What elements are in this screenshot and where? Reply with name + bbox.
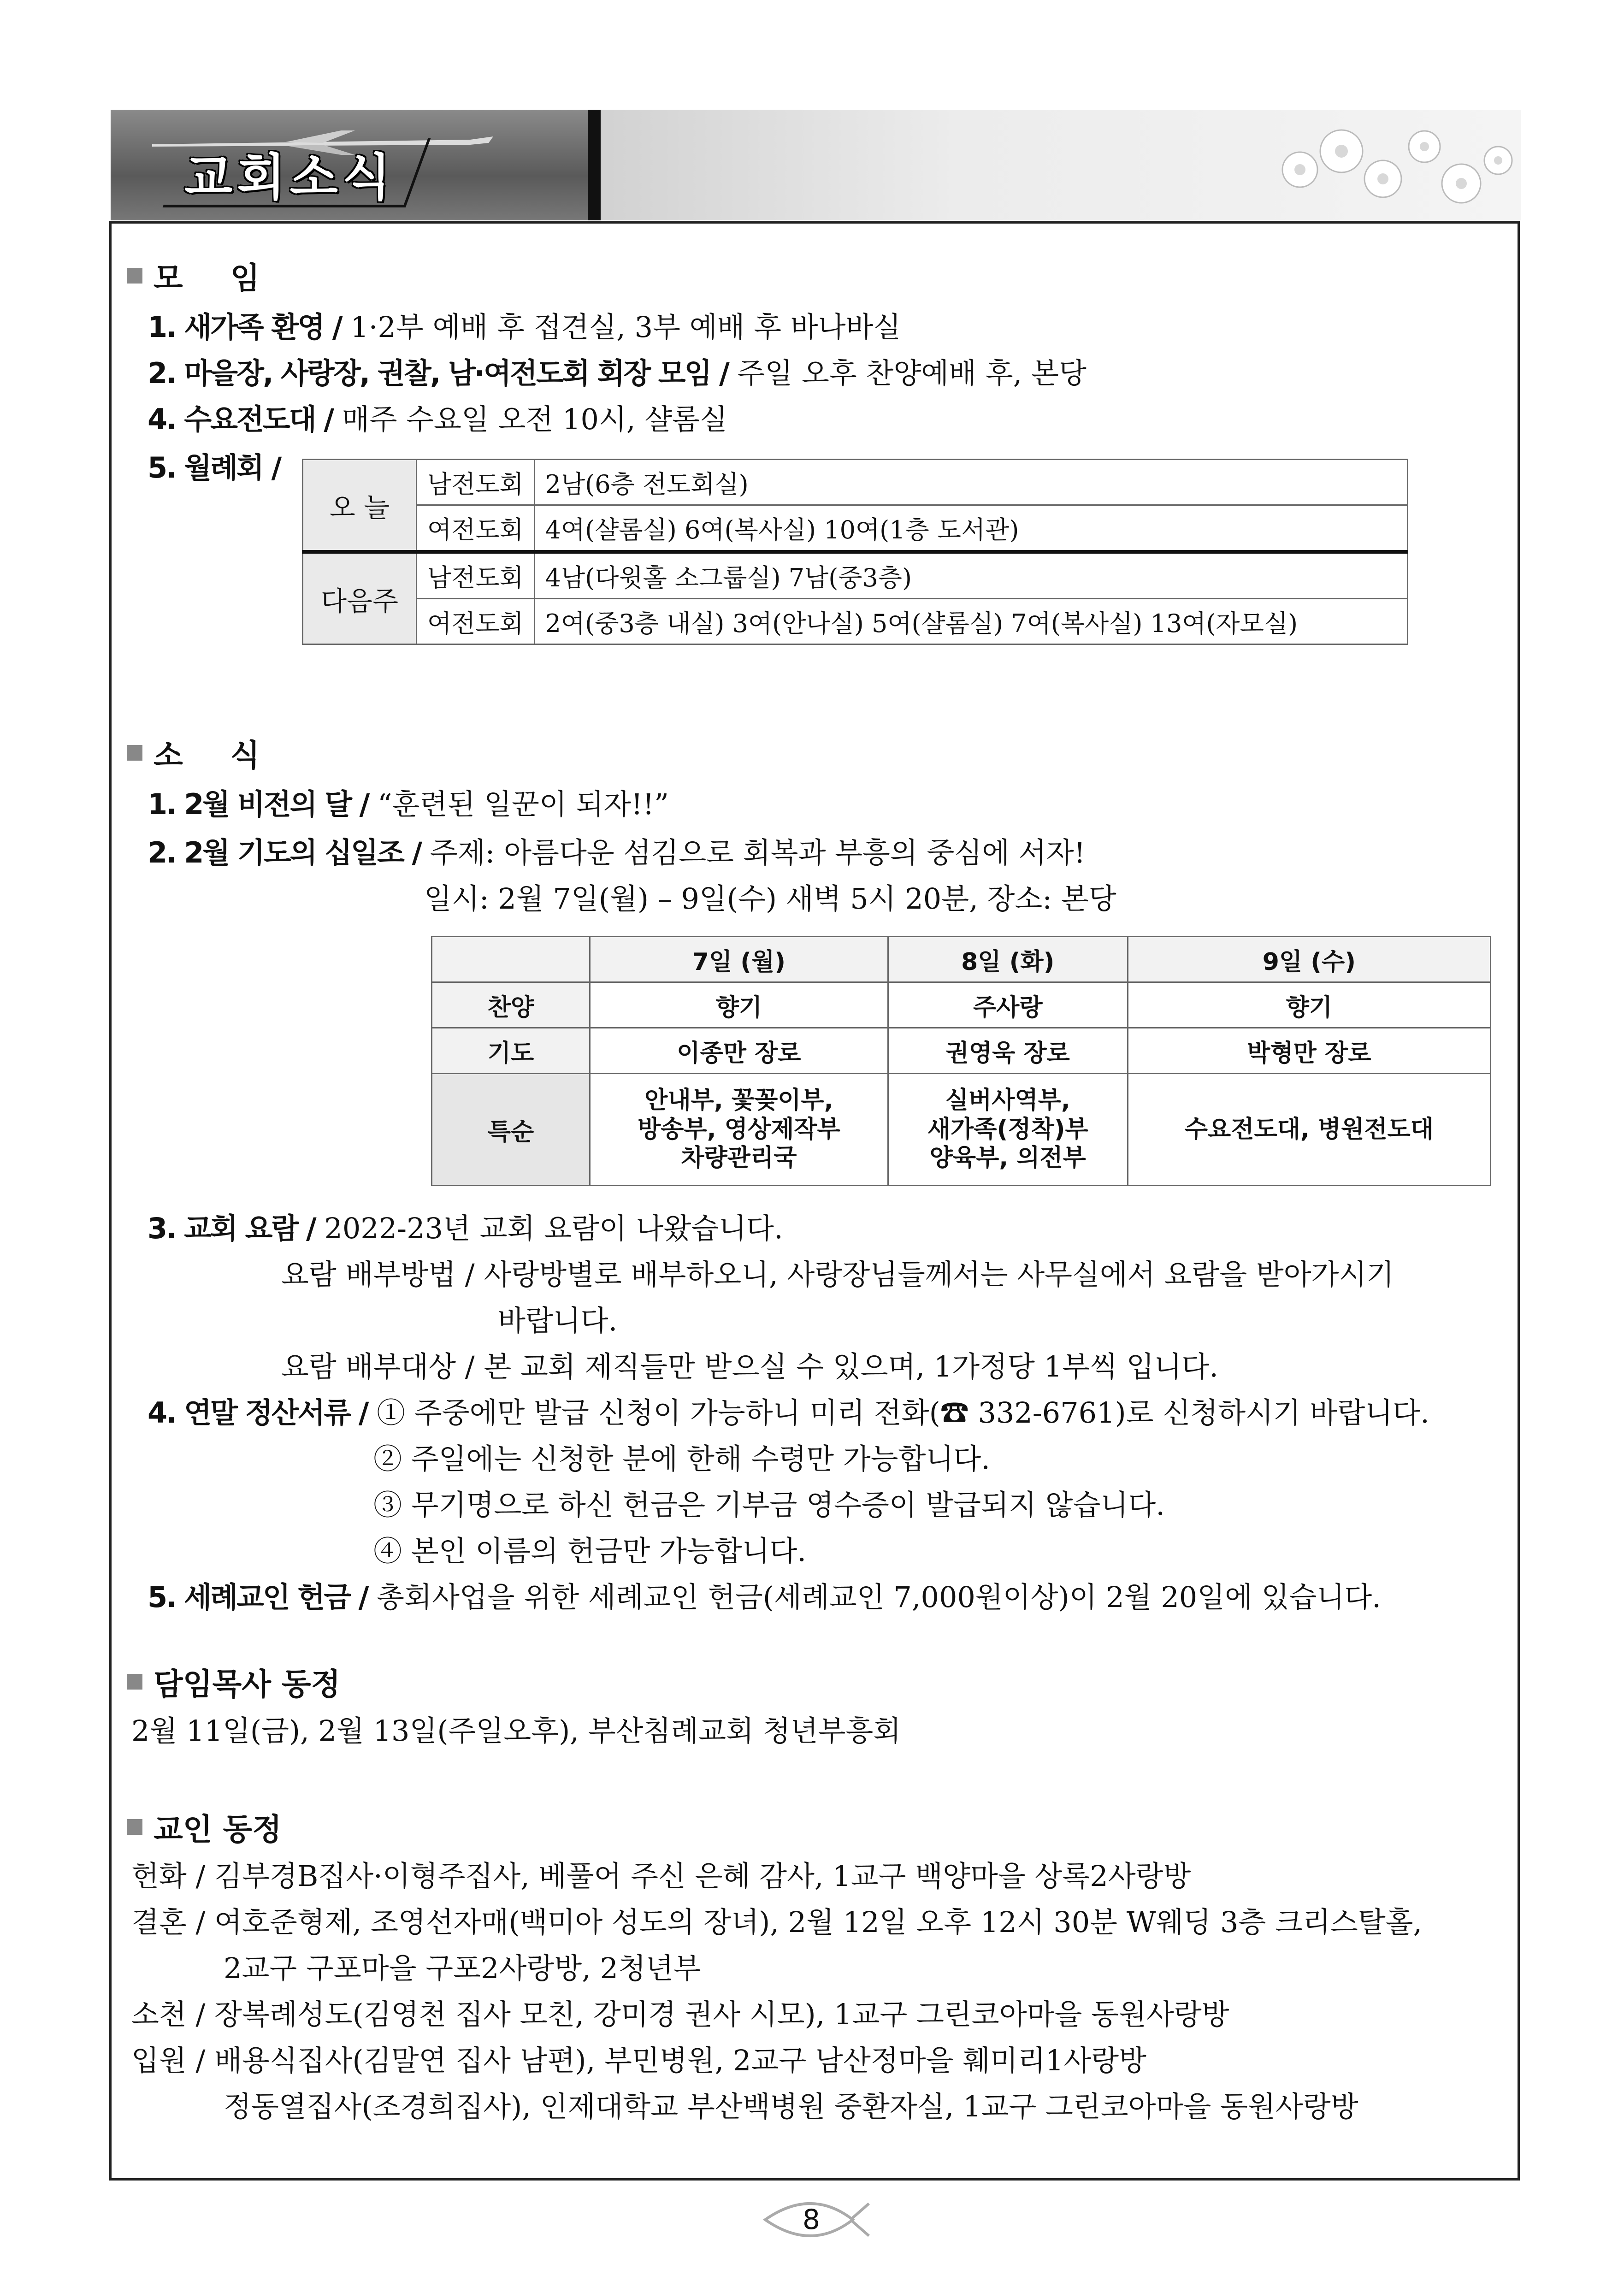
table-row (432, 937, 1491, 982)
page-title (175, 138, 418, 207)
table-cell: 실버사역부, 새가족(정착)부 양육부, 의전부 (888, 1074, 1128, 1186)
sosik-item-4-line2: ② 주일에는 신청한 분에 한해 수령만 가능합니다. (373, 1442, 990, 1476)
table-cell: 권영욱 장로 (888, 1028, 1128, 1074)
table-cell: 박형만 장로 (1128, 1028, 1490, 1074)
bullet-square-icon (127, 1819, 142, 1835)
sosik-item-3: 3. 교회 요람 / 2022-23년 교회 요람이 나왔습니다. (148, 1211, 783, 1245)
table-row (303, 505, 1408, 552)
table-cell: 여전도회 (417, 505, 535, 552)
table-cell: 향기 (590, 982, 888, 1028)
bullet-square-icon (127, 1674, 142, 1690)
table-cell: 수요전도대, 병원전도대 (1128, 1074, 1490, 1186)
title-frame (163, 138, 431, 207)
table-cell: 이종만 장로 (590, 1028, 888, 1074)
table-cell: 2남(6층 전도회실) (534, 460, 1407, 505)
sosik-item-4: 4. 연말 정산서류 / ① 주중에만 발급 신청이 가능하니 미리 전화(☎ 332-6761)로 신청하시기 바랍니다. (148, 1396, 1429, 1430)
sosik-item-2-schedule: 일시: 2월 7일(월) – 9일(수) 새벽 5시 20분, 장소: 본당 (424, 882, 1116, 916)
page-title-text: 교회소식 (184, 148, 396, 207)
sosik-item-4-line4: ④ 본인 이름의 헌금만 가능합니다. (373, 1534, 807, 1568)
bullet-square-icon (127, 745, 142, 761)
section-heading-members: 교인 동정 (127, 1805, 282, 1849)
section-heading-sosik: 소 식 (127, 731, 278, 774)
table-row (432, 1028, 1491, 1074)
table-cell: 4남(다윗홀 소그룹실) 7남(중3층) (534, 552, 1407, 599)
table-cell: 찬양 (432, 982, 590, 1028)
moim-item-2: 2. 마을장, 사랑장, 권찰, 남·여전도회 회장 모임 / 주일 오후 찬양예배 후, 본당 (148, 356, 1087, 390)
table-row (303, 552, 1408, 599)
members-line: 2교구 구포마을 구포2사랑방, 2청년부 (224, 1951, 701, 1985)
table-header (432, 937, 590, 982)
banner-divider (588, 110, 601, 220)
next-week-label: 다음주 (303, 552, 417, 644)
table-row (432, 1074, 1491, 1186)
table-cell: 4여(샬롬실) 6여(복사실) 10여(1층 도서관) (534, 505, 1407, 552)
table-header: 8일 (화) (888, 937, 1128, 982)
table-cell: 향기 (1128, 982, 1490, 1028)
flower-decoration-icon (1245, 110, 1521, 220)
table-row (303, 460, 1408, 505)
table-cell: 안내부, 꽃꽂이부, 방송부, 영상제작부 차량관리국 (590, 1074, 888, 1186)
table-cell: 2여(중3층 내실) 3여(안나실) 5여(샬롬실) 7여(복사실) 13여(자모실) (534, 599, 1407, 644)
table-cell: 남전도회 (417, 552, 535, 599)
members-line: 소천 / 장복례성도(김영천 집사 모친, 강미경 권사 시모), 1교구 그린코아마을 동원사랑방 (131, 1997, 1229, 2031)
table-cell: 주사랑 (888, 982, 1128, 1028)
section-heading-pastor: 담임목사 동정 (127, 1660, 341, 1703)
page-number: 8 (802, 2204, 821, 2236)
table-row (432, 982, 1491, 1028)
members-line: 정동열집사(조경희집사), 인제대학교 부산백병원 중환자실, 1교구 그린코아마을 동원사랑방 (224, 2090, 1358, 2123)
members-line: 입원 / 배용식집사(김말연 집사 남편), 부민병원, 2교구 남산정마을 훼미리1사랑방 (131, 2044, 1146, 2077)
moim-item-5: 5. 월례회 / (148, 451, 281, 485)
prayer-schedule-table (431, 936, 1491, 1186)
sosik-item-4-line3: ③ 무기명으로 하신 헌금은 기부금 영수증이 발급되지 않습니다. (373, 1488, 1165, 1522)
table-cell: 남전도회 (417, 460, 535, 505)
bullet-square-icon (127, 268, 142, 284)
table-cell: 특순 (432, 1074, 590, 1186)
monthly-meeting-table (302, 459, 1408, 645)
moim-item-4: 4. 수요전도대 / 매주 수요일 오전 10시, 샬롬실 (148, 402, 727, 436)
table-cell: 기도 (432, 1028, 590, 1074)
sosik-item-1: 1. 2월 비전의 달 / “훈련된 일꾼이 되자!!” (148, 787, 669, 821)
section-heading-moim: 모 임 (127, 254, 278, 297)
table-row (303, 599, 1408, 644)
members-line: 결혼 / 여호준형제, 조영선자매(백미아 성도의 장녀), 2월 12일 오후 12시 30분 W웨딩 3층 크리스탈홀, (131, 1905, 1423, 1939)
sosik-item-3-target: 요람 배부대상 / 본 교회 제직들만 받으실 수 있으며, 1가정당 1부씩 입니다. (281, 1350, 1218, 1383)
moim-item-1: 1. 새가족 환영 / 1·2부 예배 후 접견실, 3부 예배 후 바나바실 (148, 310, 901, 344)
today-label: 오 늘 (303, 460, 417, 552)
page-number-fish-icon (761, 2194, 871, 2245)
sosik-item-5: 5. 세례교인 헌금 / 총회사업을 위한 세례교인 헌금(세례교인 7,000원이상)이 2월 20일에 있습니다. (148, 1580, 1382, 1614)
sosik-item-3-method-cont: 바랍니다. (498, 1304, 618, 1337)
sosik-item-3-method: 요람 배부방법 / 사랑방별로 배부하오니, 사랑장님들께서는 사무실에서 요람을 받아가시기 (281, 1258, 1394, 1291)
table-cell: 여전도회 (417, 599, 535, 644)
sosik-item-2: 2. 2월 기도의 십일조 / 주제: 아름다운 섬김으로 회복과 부흥의 중심에 서자! (148, 836, 1086, 869)
members-line: 헌화 / 김부경B집사·이형주집사, 베풀어 주신 은혜 감사, 1교구 백양마을 상록2사랑방 (131, 1859, 1191, 1893)
pastor-schedule: 2월 11일(금), 2월 13일(주일오후), 부산침례교회 청년부흥회 (131, 1714, 901, 1748)
table-header: 7일 (월) (590, 937, 888, 982)
table-header: 9일 (수) (1128, 937, 1490, 982)
